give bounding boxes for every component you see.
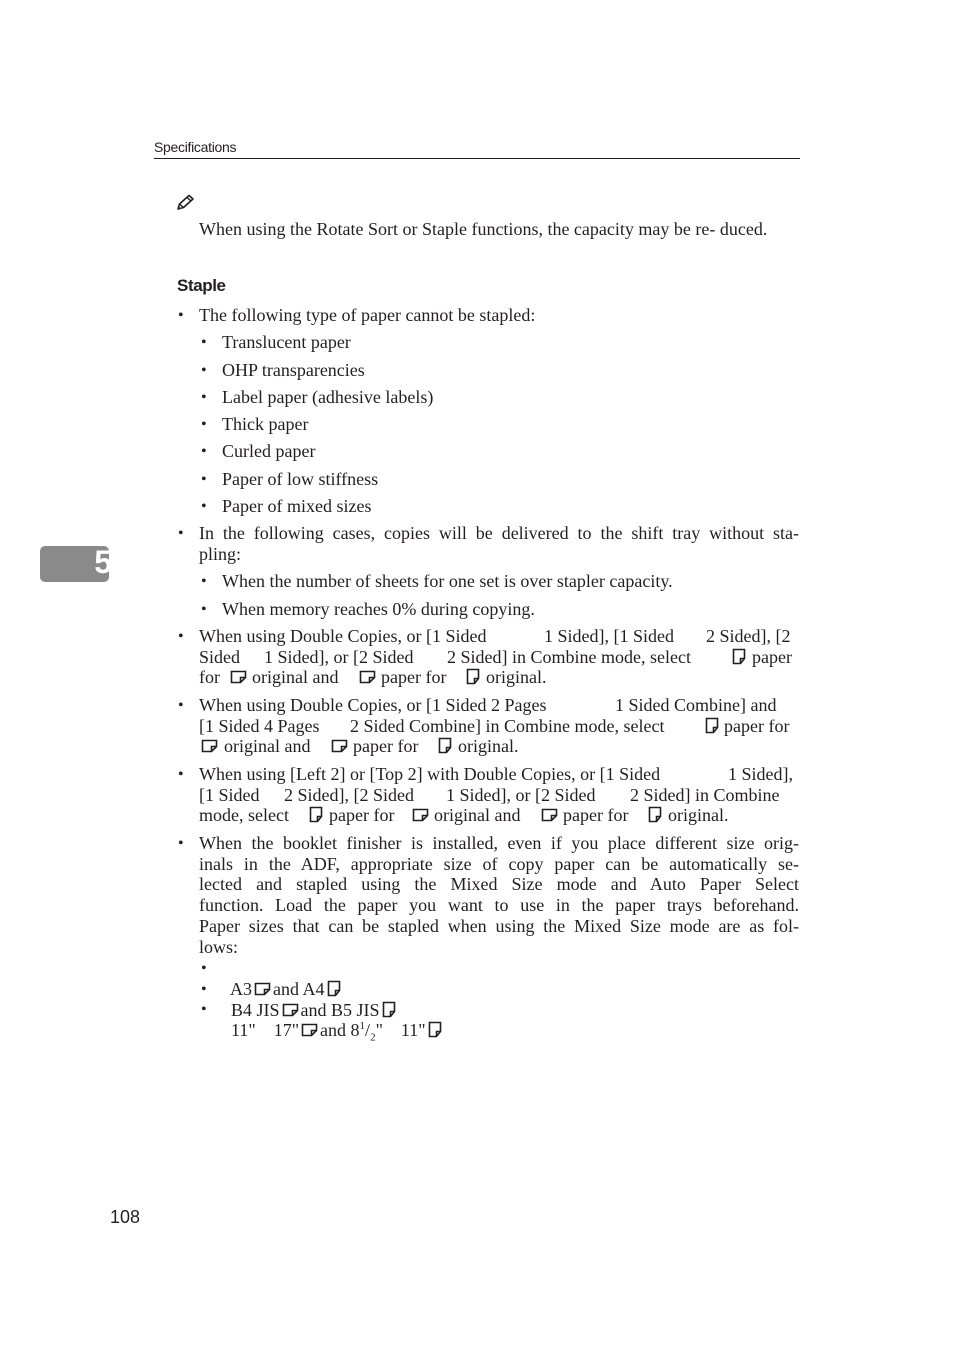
- list-item: paper for: [563, 805, 629, 825]
- list-item: [1 Sided: [199, 785, 260, 805]
- size-label: A3: [230, 979, 253, 999]
- list-item: 1 Sided],: [728, 764, 793, 784]
- bullet: •: [201, 416, 207, 433]
- list-item: Paper of low stiffness: [222, 469, 379, 489]
- bullet: •: [201, 498, 207, 515]
- bullet: •: [201, 1001, 207, 1018]
- size-label: and A4: [273, 979, 325, 999]
- list-item: In the following cases, copies will be delivered to the shift tray without sta-: [199, 523, 799, 543]
- landscape-paper-icon: [230, 670, 247, 684]
- bullet: •: [201, 443, 207, 460]
- list-item: original.: [458, 736, 519, 756]
- list-item: When the number of sheets for one set is over stapler capacity.: [222, 571, 673, 591]
- list-item: original and: [252, 667, 339, 687]
- landscape-paper-icon: [359, 670, 376, 684]
- list-item: [1 Sided 4 Pages: [199, 716, 320, 736]
- portrait-paper-icon: [732, 648, 746, 665]
- list-item: original.: [486, 667, 547, 687]
- pencil-icon: [176, 194, 196, 211]
- list-item: 1 Sided Combine] and: [615, 695, 777, 715]
- chapter-number: 5: [94, 544, 112, 580]
- list-item: 1 Sided], or [2 Sided: [264, 647, 414, 667]
- bullet: •: [178, 525, 184, 542]
- list-item: 2 Sided] in Combine mode, select: [447, 647, 691, 667]
- list-item: 2 Sided Combine] in Combine mode, select: [350, 716, 665, 736]
- bullet: •: [178, 697, 184, 714]
- list-item: 1 Sided], [1 Sided: [544, 626, 674, 646]
- list-item: lected and stapled using the Mixed Size mode and Auto Paper Select: [199, 874, 799, 894]
- list-item: The following type of paper cannot be stapled:: [199, 305, 536, 325]
- bullet: •: [201, 601, 207, 618]
- size-label: 11": [231, 1020, 256, 1040]
- list-item: Translucent paper: [222, 332, 351, 352]
- landscape-paper-icon: [201, 739, 218, 753]
- list-item: Paper sizes that can be stapled when using the Mixed Size mode are as fol-: [199, 916, 799, 936]
- portrait-paper-icon: [309, 806, 323, 823]
- list-item: When memory reaches 0% during copying.: [222, 599, 535, 619]
- bullet: •: [201, 471, 207, 488]
- bullet: •: [201, 334, 207, 351]
- running-header: Specifications: [154, 139, 237, 155]
- landscape-paper-icon: [331, 739, 348, 753]
- bullet: •: [201, 981, 207, 998]
- list-item: When using Double Copies, or [1 Sided 2 Pages: [199, 695, 547, 715]
- fraction-slash: /: [365, 1020, 371, 1040]
- list-item: When using Double Copies, or [1 Sided: [199, 626, 487, 646]
- list-item: 2 Sided], [2: [706, 626, 791, 646]
- bullet: •: [178, 628, 184, 645]
- portrait-paper-icon: [466, 668, 480, 685]
- portrait-paper-icon: [705, 717, 719, 734]
- list-item: Paper of mixed sizes: [222, 496, 372, 516]
- list-item: paper: [752, 647, 792, 667]
- list-item: paper for: [724, 716, 790, 736]
- portrait-paper-icon: [648, 806, 662, 823]
- landscape-paper-icon: [301, 1023, 318, 1037]
- list-item: original and: [434, 805, 521, 825]
- list-item: paper for: [353, 736, 419, 756]
- list-item: When the booklet finisher is installed, even if you place different size orig-: [199, 833, 799, 853]
- list-item: Sided: [199, 647, 241, 667]
- bullet: •: [201, 362, 207, 379]
- list-item: Label paper (adhesive labels): [222, 387, 434, 407]
- fraction-denominator: 2: [370, 1031, 376, 1044]
- page-number: 108: [110, 1207, 141, 1227]
- bullet: •: [201, 960, 207, 977]
- size-label: 11": [400, 1020, 426, 1040]
- list-item: inals in the ADF, appropriate size of copy paper can be automatically se-: [199, 854, 799, 874]
- size-label: and 8: [320, 1020, 360, 1040]
- fraction-numerator: 1: [359, 1020, 366, 1032]
- list-item: 1 Sided], or [2 Sided: [446, 785, 596, 805]
- size-item: [222, 999, 444, 1044]
- list-item: paper for: [329, 805, 395, 825]
- bullet: •: [201, 389, 207, 406]
- size-label: 17": [273, 1020, 300, 1040]
- portrait-paper-icon: [438, 737, 452, 754]
- list-item: lows:: [199, 937, 239, 957]
- list-item: mode, select: [199, 805, 289, 825]
- list-item: 2 Sided] in Combine: [630, 785, 780, 805]
- list-item: 2 Sided], [2 Sided: [284, 785, 414, 805]
- note-text: When using the Rotate Sort or Staple functions, the capacity may be re- duced.: [199, 219, 768, 239]
- staple-heading: Staple: [177, 276, 226, 295]
- portrait-paper-icon: [428, 1021, 442, 1038]
- list-item: When using [Left 2] or [Top 2] with Double Copies, or [1 Sided: [199, 764, 661, 784]
- bullet: •: [178, 835, 184, 852]
- bullet: •: [201, 573, 207, 590]
- size-label: B4 JIS: [231, 1000, 280, 1020]
- landscape-paper-icon: [412, 808, 429, 822]
- header-rule: [154, 158, 800, 159]
- list-item: original.: [668, 805, 729, 825]
- size-label: ": [375, 1020, 383, 1040]
- bullet: •: [178, 307, 184, 324]
- bullet: •: [178, 766, 184, 783]
- list-item: paper for: [381, 667, 447, 687]
- list-item: pling:: [199, 544, 242, 564]
- list-item: original and: [224, 736, 311, 756]
- list-item: Curled paper: [222, 441, 316, 461]
- landscape-paper-icon: [541, 808, 558, 822]
- list-item: OHP transparencies: [222, 360, 365, 380]
- size-label: and B5 JIS: [300, 1000, 380, 1020]
- list-item: for: [199, 667, 220, 687]
- list-item: Thick paper: [222, 414, 309, 434]
- list-item: function. Load the paper you want to use in the paper trays beforehand.: [199, 895, 799, 915]
